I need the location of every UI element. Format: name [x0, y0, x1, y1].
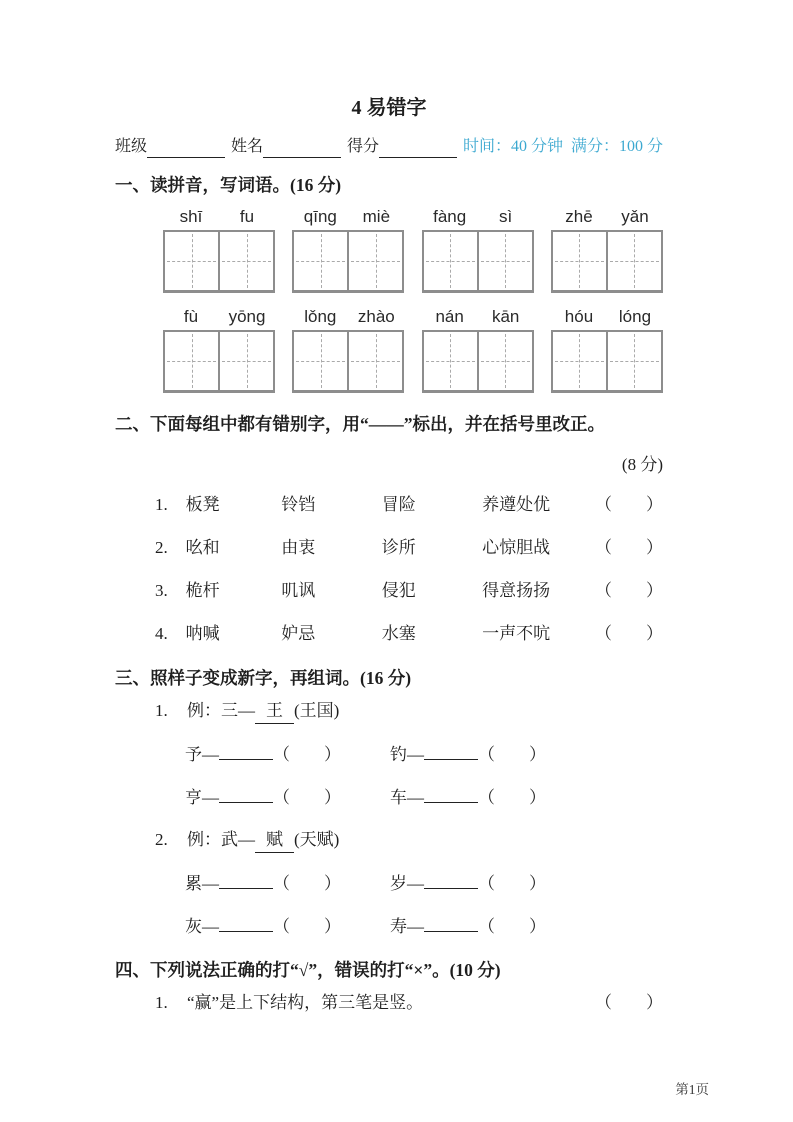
page-number: 第1页 — [675, 1082, 709, 1097]
answer-paren: （ ） — [595, 993, 663, 1012]
example-prefix: 例：武— — [187, 830, 255, 849]
base-char: 钓 — [390, 745, 407, 764]
pinyin-syllable: zhào — [357, 307, 395, 326]
dash: — — [202, 917, 219, 936]
dash: — — [202, 788, 219, 807]
answer-paren: （ ） — [595, 624, 664, 643]
word: 水塞 — [381, 624, 416, 643]
writing-grid — [163, 230, 275, 293]
pinyin-group — [551, 206, 663, 293]
error-word-row — [155, 622, 663, 646]
answer-blank — [219, 742, 273, 760]
pinyin-group — [163, 306, 275, 393]
name-label: 姓名 — [230, 138, 263, 155]
pinyin-grid-row — [163, 306, 663, 393]
char-transform-item — [185, 742, 390, 767]
class-label: 班级 — [115, 138, 148, 155]
base-char: 寿 — [390, 917, 407, 936]
example-prefix: 例：三— — [187, 701, 255, 720]
example-line — [155, 699, 663, 724]
class-blank — [147, 141, 225, 158]
item-number: 2. — [155, 830, 168, 849]
example-answer: 赋 — [255, 828, 294, 853]
word: 心惊胆战 — [482, 538, 551, 557]
pinyin-syllable: qīng — [303, 207, 337, 226]
pinyin-syllable: hóu — [564, 307, 594, 326]
word: 叽讽 — [281, 581, 316, 600]
section3-heading: 三、照样子变成新字，再组词。(16 分) — [115, 668, 412, 688]
char-transform-row — [185, 871, 663, 896]
answer-blank — [424, 742, 478, 760]
full-score-info: 满分：100 分 — [570, 138, 663, 155]
char-transform-row — [185, 785, 663, 810]
writing-grid — [292, 330, 404, 393]
writing-grid — [551, 230, 663, 293]
char-transform-item — [390, 785, 595, 810]
answer-blank — [424, 914, 478, 932]
section4-heading: 四、下列说法正确的打“√”，错误的打“×”。(10 分) — [115, 960, 501, 980]
char-transform-item — [185, 914, 390, 939]
writing-grid — [163, 330, 275, 393]
char-transform-row — [185, 914, 663, 939]
pinyin-syllable: yōng — [228, 307, 266, 326]
pinyin-syllable: fu — [239, 207, 255, 226]
pinyin-group — [422, 206, 534, 293]
dash: — — [407, 917, 424, 936]
answer-blank — [424, 785, 478, 803]
char-transform-row — [185, 742, 663, 767]
char-transform-item — [185, 871, 390, 896]
base-char: 车 — [390, 788, 407, 807]
answer-blank — [219, 785, 273, 803]
writing-grid — [551, 330, 663, 393]
word: 妒忌 — [281, 624, 316, 643]
statement-text: “赢”是上下结构，第三笔是竖。 — [187, 993, 424, 1012]
writing-grid — [422, 230, 534, 293]
dash: — — [202, 745, 219, 764]
pinyin-group — [292, 306, 404, 393]
word: 吆和 — [185, 538, 220, 557]
item-number: 3. — [155, 581, 168, 600]
answer-blank — [219, 871, 273, 889]
word: 呐喊 — [185, 624, 220, 643]
time-info: 时间：40 分钟 — [462, 138, 563, 155]
answer-paren: （ ） — [478, 745, 546, 764]
pinyin-syllable: yǎn — [621, 207, 649, 226]
answer-paren: （ ） — [273, 745, 341, 764]
word: 板凳 — [185, 495, 220, 514]
error-word-row — [155, 493, 663, 517]
writing-grid — [292, 230, 404, 293]
pinyin-group — [551, 306, 663, 393]
pinyin-syllable: kān — [491, 307, 520, 326]
example-answer: 王 — [255, 699, 294, 724]
exam-meta — [463, 136, 663, 158]
base-char: 予 — [185, 745, 202, 764]
name-blank — [263, 141, 341, 158]
answer-paren: （ ） — [273, 788, 341, 807]
word: 铃铛 — [281, 495, 316, 514]
score-label: 得分 — [346, 138, 379, 155]
dash: — — [407, 745, 424, 764]
pinyin-syllable: lóng — [618, 307, 652, 326]
word: 诊所 — [381, 538, 416, 557]
pinyin-group — [163, 206, 275, 293]
section2-heading: 二、下面每组中都有错别字，用“——”标出，并在括号里改正。 — [115, 414, 605, 434]
word: 养遵处优 — [482, 495, 551, 514]
answer-paren: （ ） — [273, 917, 341, 936]
pinyin-grid-row — [163, 206, 663, 293]
item-number: 1. — [155, 993, 168, 1012]
dash: — — [407, 788, 424, 807]
word: 一声不吭 — [482, 624, 551, 643]
word: 侵犯 — [381, 581, 416, 600]
writing-grid — [422, 330, 534, 393]
score-blank — [379, 141, 457, 158]
word: 得意扬扬 — [482, 581, 551, 600]
pinyin-syllable: fù — [183, 307, 199, 326]
base-char: 岁 — [390, 874, 407, 893]
item-number: 1. — [155, 701, 168, 720]
pinyin-syllable: miè — [362, 207, 391, 226]
page-title: 4 易错字 — [351, 97, 427, 119]
error-word-row — [155, 579, 663, 603]
pinyin-group — [292, 206, 404, 293]
word: 由衷 — [281, 538, 316, 557]
char-transform-item — [390, 742, 595, 767]
example-line — [155, 828, 663, 853]
dash: — — [202, 874, 219, 893]
pinyin-syllable: zhē — [565, 207, 593, 226]
pinyin-group — [422, 306, 534, 393]
item-number: 2. — [155, 538, 168, 557]
word: 冒险 — [381, 495, 416, 514]
char-transform-item — [390, 914, 595, 939]
pinyin-syllable: fàng — [433, 207, 467, 226]
item-number: 4. — [155, 624, 168, 643]
pinyin-syllable: sì — [499, 207, 513, 226]
answer-blank — [424, 871, 478, 889]
char-transform-item — [185, 785, 390, 810]
base-char: 灰 — [185, 917, 202, 936]
answer-blank — [219, 914, 273, 932]
pinyin-grid-block — [163, 206, 663, 393]
section1-heading: 一、读拼音，写词语。(16 分) — [115, 175, 342, 195]
pinyin-syllable: shī — [179, 207, 203, 226]
base-char: 累 — [185, 874, 202, 893]
word: 桅杆 — [185, 581, 220, 600]
dash: — — [407, 874, 424, 893]
example-suffix: (王国) — [294, 701, 340, 720]
answer-paren: （ ） — [478, 917, 546, 936]
example-suffix: (天赋) — [294, 830, 340, 849]
char-transform-item — [390, 871, 595, 896]
page-content — [115, 96, 663, 1033]
base-char: 亨 — [185, 788, 202, 807]
answer-paren: （ ） — [595, 538, 664, 557]
answer-paren: （ ） — [595, 495, 664, 514]
true-false-item — [155, 991, 663, 1015]
answer-paren: （ ） — [478, 788, 546, 807]
pinyin-syllable: nán — [435, 307, 464, 326]
section2-points: (8 分) — [621, 455, 663, 474]
student-info-row — [115, 136, 663, 158]
pinyin-syllable: lǒng — [304, 307, 337, 326]
answer-paren: （ ） — [478, 874, 546, 893]
answer-paren: （ ） — [595, 581, 664, 600]
item-number: 1. — [155, 495, 168, 514]
answer-paren: （ ） — [273, 874, 341, 893]
error-word-row — [155, 536, 663, 560]
